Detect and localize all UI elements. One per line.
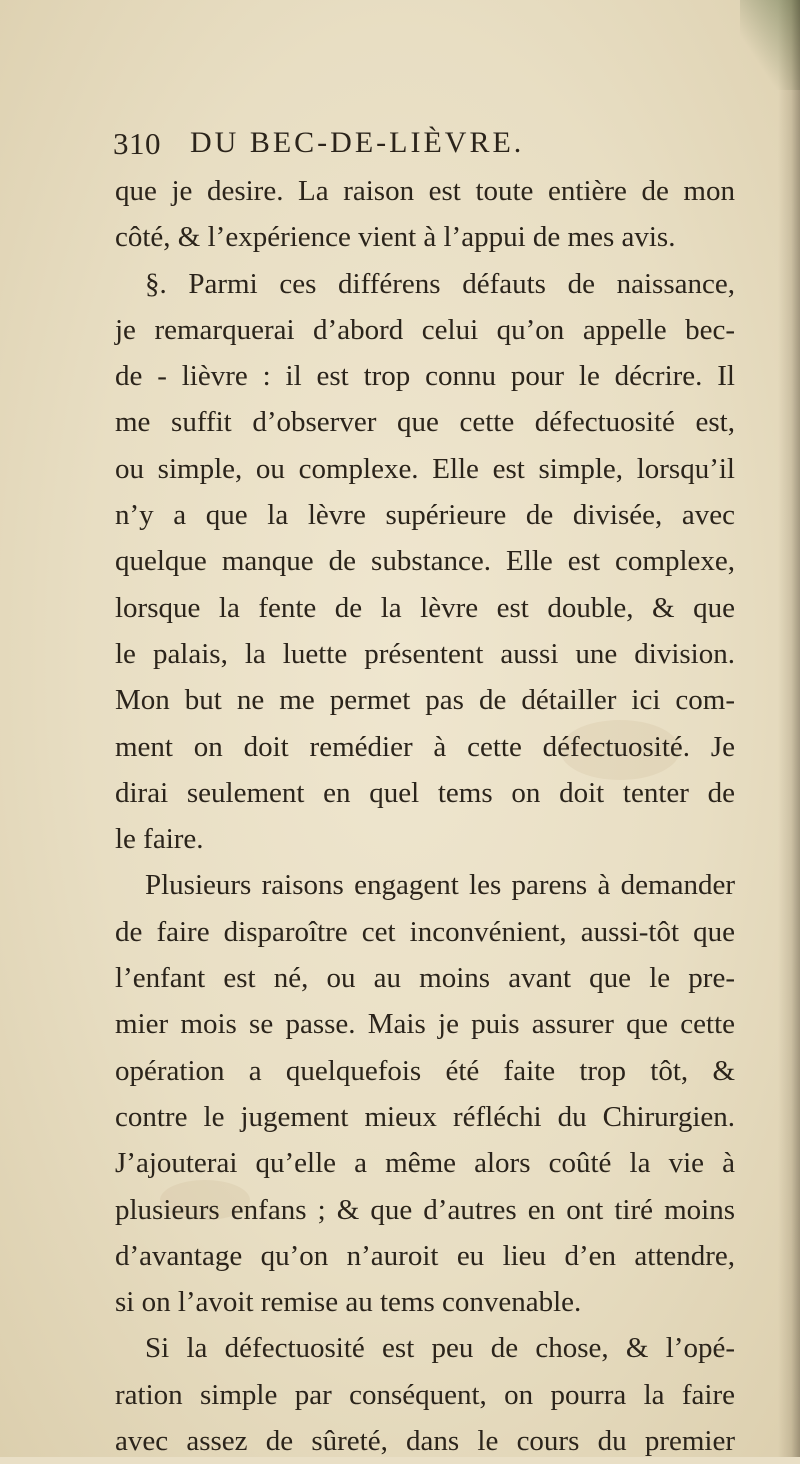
text-line: le palais, la luette présentent aussi une division.	[115, 637, 735, 670]
text-line: côté, & l’expérience vient à l’appui de mes avis.	[115, 221, 676, 254]
text-line: le faire.	[115, 823, 204, 856]
text-line: opération a quelquefois été faite trop tôt, &	[115, 1054, 735, 1087]
text-line: si on l’avoit remise au tems convenable.	[115, 1286, 582, 1319]
text-line: je remarquerai d’abord celui qu’on appelle bec-	[115, 313, 735, 346]
text-line: contre le jugement mieux réfléchi du Chirurgien.	[115, 1100, 735, 1133]
text-line: de - lièvre : il est trop connu pour le décrire. Il	[115, 360, 735, 393]
text-line: plusieurs enfans ; & que d’autres en ont tiré moins	[115, 1193, 735, 1226]
text-line: mier mois se passe. Mais je puis assurer que cette	[115, 1008, 735, 1041]
page-header	[113, 126, 723, 170]
text-line: que je desire. La raison est toute entière de mon	[115, 175, 735, 207]
text-line: Plusieurs raisons engagent les parens à demander	[145, 869, 735, 902]
running-head: DU BEC-DE-LIÈVRE.	[190, 126, 525, 159]
text-line: §. Parmi ces différens défauts de naissance,	[145, 267, 735, 300]
text-line: J’ajouterai qu’elle a même alors coûté la vie à	[115, 1147, 735, 1180]
text-line: n’y a que la lèvre supérieure de divisée, avec	[115, 499, 735, 532]
page-edge-shadow	[778, 0, 800, 1457]
text-line: quelque manque de substance. Elle est complexe,	[115, 545, 735, 578]
page-number: 310	[113, 126, 161, 161]
text-line: avec assez de sûreté, dans le cours du premier	[115, 1425, 735, 1458]
body-text	[115, 168, 735, 1464]
text-line: d’avantage qu’on n’auroit eu lieu d’en attendre,	[115, 1239, 735, 1272]
text-line: de faire disparoître cet inconvénient, aussi-tôt que	[115, 915, 735, 948]
text-line: ou simple, ou complexe. Elle est simple, lorsqu’il	[115, 452, 735, 485]
text-line: Mon but ne me permet pas de détailler ici com-	[115, 684, 735, 717]
text-line: lorsque la fente de la lèvre est double, & que	[115, 591, 735, 624]
text-line: dirai seulement en quel tems on doit tenter de	[115, 776, 735, 809]
text-line: ration simple par conséquent, on pourra la faire	[115, 1378, 735, 1411]
text-line: ment on doit remédier à cette défectuosité. Je	[115, 730, 735, 763]
text-line: me suffit d’observer que cette défectuosité est,	[115, 406, 735, 439]
text-line: l’enfant est né, ou au moins avant que le pre-	[115, 962, 735, 995]
text-line: Si la défectuosité est peu de chose, & l’opé-	[145, 1332, 735, 1365]
